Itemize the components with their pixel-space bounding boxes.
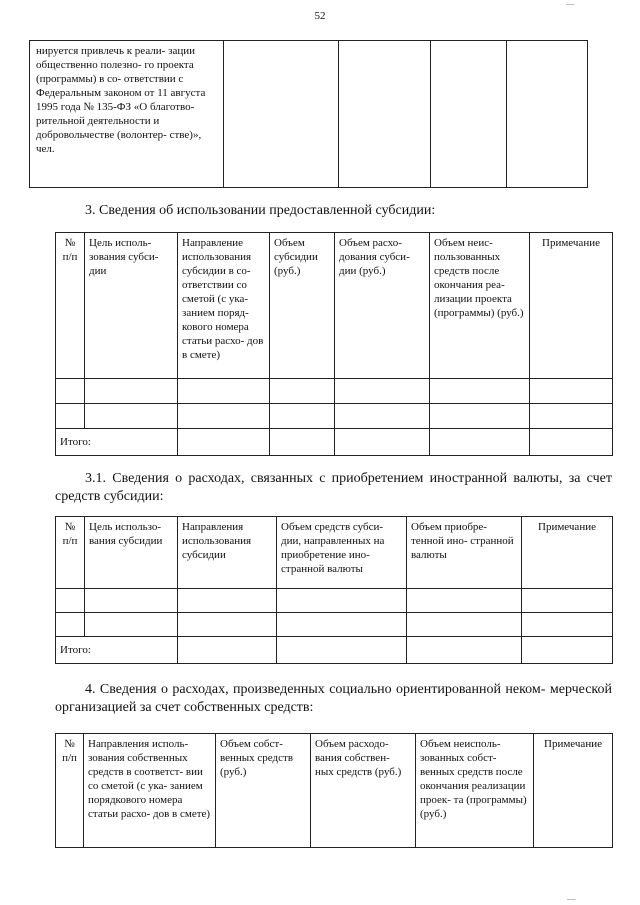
table-row [56,589,613,613]
table-row [56,379,613,404]
header-cell: № п/п [56,233,85,379]
total-label: Итого: [56,637,178,664]
header-cell: Объем расхо- дования субси- дии (руб.) [335,233,430,379]
continuation-cell-text: нируется привлечь к реали- зации общественно полезно- го проекта (программы) в со- ответствии с Федеральным законом от 11 августа 1995 года № 135-ФЗ «О благотво- рительной деятельности и добровольчестве (волонтер- стве)», чел. [30,41,224,188]
header-cell: Цель использо- вания субсидии [85,517,178,589]
header-cell: № п/п [56,734,84,848]
own-funds-table [55,733,613,848]
header-cell: Объем собст- венных средств (руб.) [216,734,311,848]
continuation-cell [431,41,507,188]
header-cell: Объем приобре- тенной ино- странной валюты [407,517,522,589]
header-cell: Примечание [530,233,613,379]
header-cell: Направления исполь- зования собственных средств в соответст- вии со сметой (с ука- занием порядкового номера статьи расхо- дов в смете) [84,734,216,848]
header-cell: Примечание [522,517,613,589]
total-row [56,429,613,456]
section-3-1-title: 3.1. Сведения о расходах, связанных с приобретением иностранной валюты, за счет средств субсидии: [55,471,612,504]
header-cell: Цель исполь- зования субси- дии [85,233,178,379]
header-cell: Направления использования субсидии [178,517,277,589]
header-cell: № п/п [56,517,85,589]
section-3-title: 3. Сведения об использовании предоставленной субсидии: [85,203,436,218]
header-cell: Примечание [534,734,613,848]
section-4-title: 4. Сведения о расходах, произведенных социально ориентированной неком- мерческой организацией за счет собственных средств: [55,682,612,715]
continuation-cell [339,41,431,188]
header-cell: Объем субсидии (руб.) [270,233,335,379]
header-cell: Объем неис- пользованных средств после окончания реа- лизации проекта (программы) (руб.) [430,233,530,379]
total-row [56,637,613,664]
header-cell: Объем неисполь- зованных собст- венных средств после окончания реализации проек- та (программы) (руб.) [416,734,534,848]
continuation-table [29,40,588,188]
header-cell: Объем средств субси- дии, направленных на приобретение ино- странной валюты [277,517,407,589]
currency-expenses-table [55,516,613,664]
table-row [56,613,613,637]
header-cell: Объем расходо- вания собствен- ных средств (руб.) [311,734,416,848]
scan-mark-bottom: ── [567,897,576,903]
subsidy-usage-table [55,232,613,456]
page-number: 52 [314,10,326,22]
continuation-cell [224,41,339,188]
total-label: Итого: [56,429,178,456]
continuation-cell [507,41,588,188]
table-row [56,404,613,429]
header-cell: Направление использования субсидии в со- ответствии со сметой (с ука- занием поряд- кового номера статьи расхо- дов в смете) [178,233,270,379]
scan-mark-top: ── [566,2,575,8]
